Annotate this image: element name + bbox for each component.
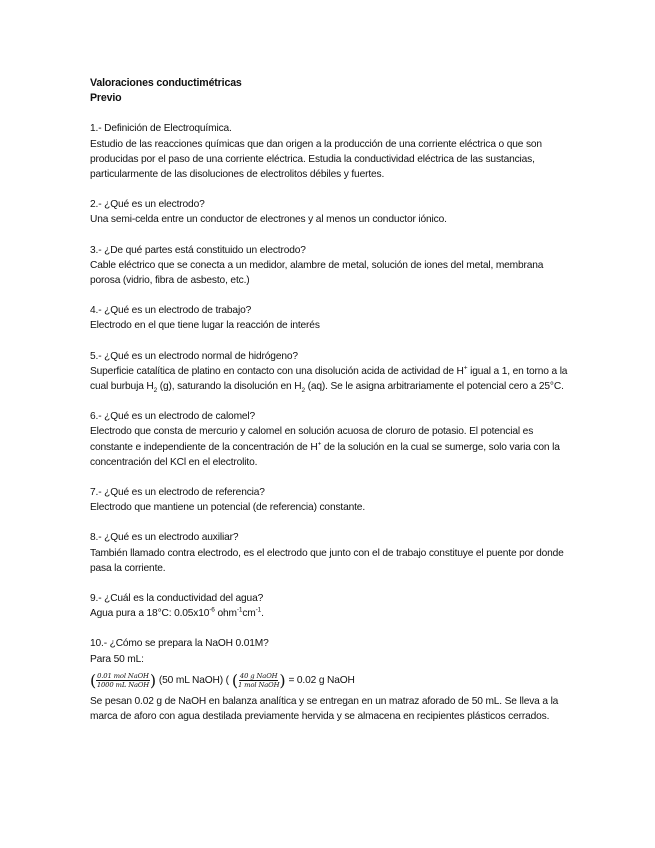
answer-10-text: Se pesan 0.02 g de NaOH en balanza analítica y se entregan en un matraz aforado de 50 mL. Se lleva a la marca de aforo con agua destilada previamente hervida y se almacena en recipientes plásticos cerrados. (90, 695, 559, 723)
question-4-text: 4.- ¿Qué es un electrodo de trabajo? (90, 305, 252, 317)
question-7-text: 7.- ¿Qué es un electrodo de referencia? (90, 487, 265, 499)
question-8-text: 8.- ¿Qué es un electrodo auxiliar? (90, 532, 239, 544)
question-3-text: 3.- ¿De qué partes está constituido un electrodo? (90, 244, 306, 256)
question-10-text: 10.- ¿Cómo se prepara la NaOH 0.01M? (90, 638, 269, 650)
fraction-molarity: $\frac{\text{0.01 mol NaOH}}{\text{1000 mL NaOH}}$ (96, 672, 150, 690)
question-6 (90, 409, 570, 470)
answer-4-text: Electrodo en el que tiene lugar la reacción de interés (90, 320, 320, 332)
answer-8-text: También llamado contra electrodo, es el electrodo que junto con el de trabajo constituye el puente por donde pasa la corriente. (90, 547, 564, 574)
question-7 (90, 485, 570, 515)
question-10 (90, 636, 570, 724)
question-8 (90, 530, 570, 576)
answer-10-line1: Para 50 mL: (90, 653, 144, 665)
question-1 (90, 121, 570, 182)
question-9 (90, 591, 570, 621)
answer-6-text: Electrodo que consta de mercurio y calomel en solución acuosa de cloruro de potasio. El potencial es constante e independiente de la concentración de H+ de la solución en la cual se sumerge, solo varia con la concentración del KCl en el electrolito. (90, 426, 560, 468)
fraction-molar-mass: $\frac{\text{40 g NaOH}}{\text{1 mol NaOH}}$ (237, 672, 280, 690)
question-2 (90, 197, 570, 227)
question-9-text: 9.- ¿Cuál es la conductividad del agua? (90, 593, 264, 605)
document-subtitle: Previo (90, 92, 122, 105)
question-1-text: 1.- Definición de Electroquímica. (90, 123, 232, 135)
question-2-text: 2.- ¿Qué es un electrodo? (90, 199, 205, 211)
document-body (90, 76, 570, 724)
document-title: Valoraciones conductimétricas (90, 77, 242, 89)
formula-result: = 0.02 g NaOH (288, 675, 355, 687)
calculation-formula: ( $\frac{\text{0.01 mol NaOH}}{\text{1000 mL NaOH}}$ ) (50 mL NaOH) ( ( $\frac{\text{40 g NaOH}}{\text{1 mol NaOH}}$ ) = 0.02 g NaOH (90, 670, 355, 690)
question-4 (90, 303, 570, 333)
question-5 (90, 349, 570, 395)
question-5-text: 5.- ¿Qué es un electrodo normal de hidrógeno? (90, 350, 298, 362)
answer-7-text: Electrodo que mantiene un potencial (de referencia) constante. (90, 502, 365, 514)
formula-volume-text: (50 mL NaOH) ( (158, 675, 229, 687)
question-6-text: 6.- ¿Qué es un electrodo de calomel? (90, 411, 256, 423)
answer-1-text: Estudio de las reacciones químicas que dan origen a la producción de una corriente eléctrica o que son producidas por el paso de una corriente eléctrica. Estudia la conductividad eléctrica de las sustancias, particularmente de las disoluciones de electrolitos débiles y fuertes. (90, 138, 542, 181)
answer-9-text: Agua pura a 18°C: $0.05x10^{-6}$ $ohm^{-1}cm^{-1}$. (90, 606, 264, 620)
document-header (90, 76, 570, 106)
answer-2-text: Una semi-celda entre un conductor de electrones y al menos un conductor iónico. (90, 214, 447, 226)
answer-3-text: Cable eléctrico que se conecta a un medidor, alambre de metal, solución de iones del metal, membrana porosa (vidrio, fibra de asbesto, etc.) (90, 259, 544, 287)
answer-5-text: Superficie catalítica de platino en contacto con una disolución acida de actividad de H+ igual a 1, en torno a la cual burbuja $H_2$ (g), saturando la disolución en $H_2$ (aq). Se le asigna arbitrariamente el potencial cero a 25°C. (90, 364, 568, 395)
question-3 (90, 243, 570, 289)
